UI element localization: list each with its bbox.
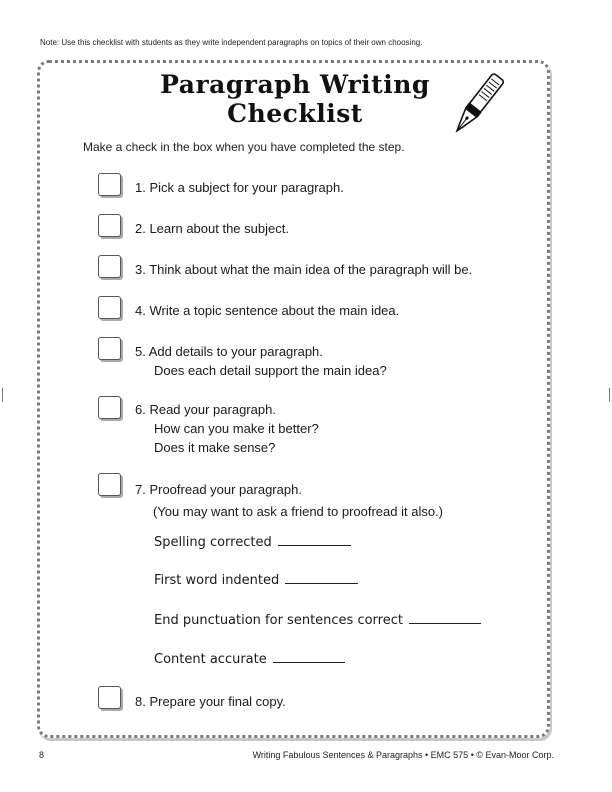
proofread-label-content: Content accurate (154, 652, 267, 667)
step-6-subtext-2: Does it make sense? (154, 440, 276, 455)
step-5-subtext: Does each detail support the main idea? (154, 363, 387, 378)
proofread-label-indent: First word indented (154, 573, 280, 588)
step-6 (135, 400, 319, 457)
answer-line-content[interactable] (273, 661, 345, 663)
checkbox-step-3[interactable] (98, 255, 121, 278)
left-edge-mark (2, 388, 3, 402)
proofread-label-punctuation: End punctuation for sentences correct (154, 613, 403, 628)
footer-credit: Writing Fabulous Sentences & Paragraphs • EMC 575 • © Evan-Moor Corp. (252, 750, 554, 760)
proofread-label-spelling: Spelling corrected (154, 535, 272, 550)
page-title (110, 70, 480, 128)
step-4 (135, 301, 399, 320)
step-6-text: 6. Read your paragraph. (135, 402, 276, 417)
checkbox-step-8[interactable] (98, 686, 121, 709)
title-line-2: Checklist (227, 99, 363, 128)
checkbox-step-5[interactable] (98, 337, 121, 360)
fountain-pen-icon (452, 68, 504, 140)
step-8-text: 8. Prepare your final copy. (135, 694, 286, 709)
step-6-subtext-1: How can you make it better? (154, 421, 319, 436)
step-5-text: 5. Add details to your paragraph. (135, 344, 323, 359)
instruction-text: Make a check in the box when you have completed the step. (83, 140, 405, 154)
step-3-text: 3. Think about what the main idea of the paragraph will be. (135, 262, 473, 277)
checkbox-step-2[interactable] (98, 214, 121, 237)
step-5 (135, 342, 387, 380)
title-line-1: Paragraph Writing (160, 70, 430, 99)
proofread-item-content (154, 652, 345, 667)
answer-line-punctuation[interactable] (409, 622, 481, 624)
step-2-text: 2. Learn about the subject. (135, 221, 289, 236)
step-8 (135, 692, 286, 711)
right-edge-mark (609, 388, 610, 402)
proofread-item-punctuation (154, 613, 481, 628)
checkbox-step-1[interactable] (98, 173, 121, 196)
step-7-text: 7. Proofread your paragraph. (135, 482, 302, 497)
step-1 (135, 178, 344, 197)
proofread-note: (You may want to ask a friend to proofread it also.) (153, 504, 444, 519)
checkbox-step-7[interactable] (98, 473, 121, 496)
proofread-item-spelling (154, 535, 351, 550)
page-number: 8 (39, 750, 45, 760)
step-3 (135, 260, 472, 279)
answer-line-spelling[interactable] (278, 544, 351, 546)
checkbox-step-4[interactable] (98, 296, 121, 319)
step-4-text: 4. Write a topic sentence about the main idea. (135, 303, 400, 318)
teacher-note: Note: Use this checklist with students as they write independent paragraphs on topics of their own choosing. (40, 38, 423, 47)
step-1-text: 1. Pick a subject for your paragraph. (135, 180, 344, 195)
answer-line-indent[interactable] (285, 582, 358, 584)
proofread-item-indent (154, 573, 358, 588)
checkbox-step-6[interactable] (98, 396, 121, 419)
step-7 (135, 480, 302, 499)
step-2 (135, 219, 289, 238)
